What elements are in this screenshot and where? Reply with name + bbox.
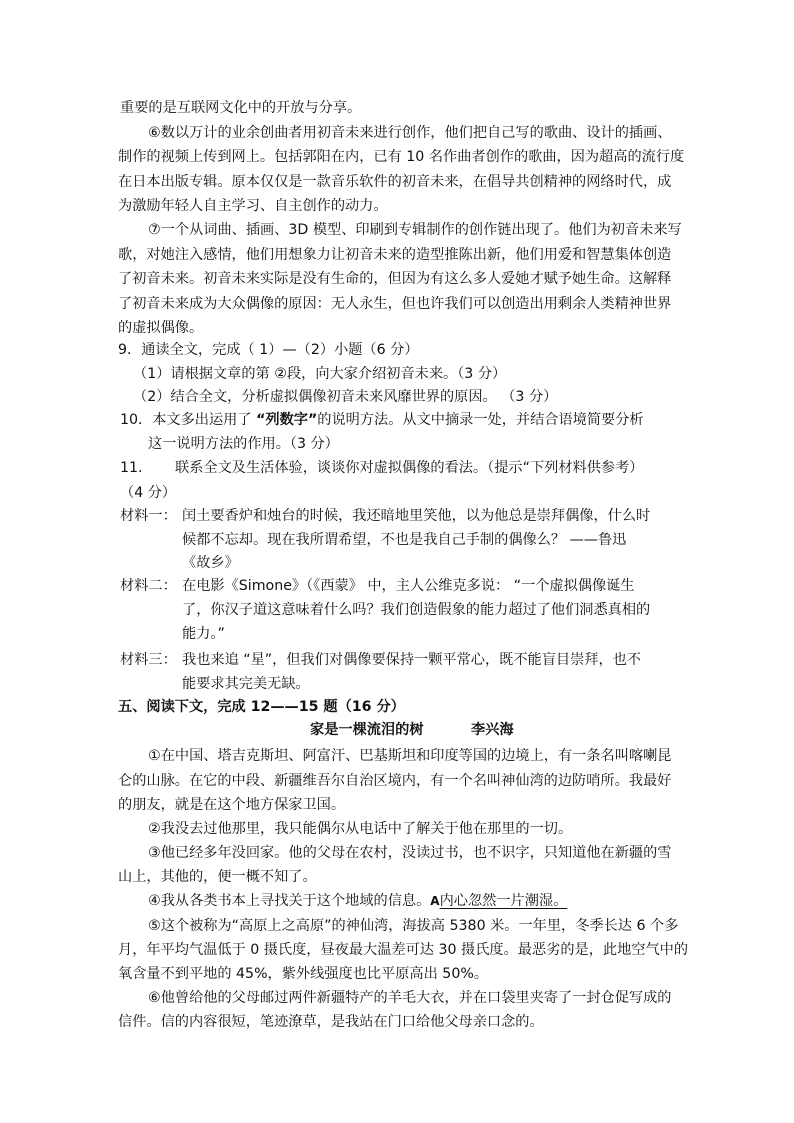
question-9-1: （1）请根据文章的第 ②段，向大家介绍初音未来。（3 分） xyxy=(133,366,507,382)
article-p5-line: ⑤这个被称为“高原上之高原”的神仙湾，海拔高 5380 米。一年里，冬季长达 6 个多 xyxy=(148,918,679,934)
material-line: 闰土要香炉和烛台的时候，我还暗地里笑他，以为他总是崇拜偶像，什么时 xyxy=(182,508,651,524)
annotation-mark: A xyxy=(430,894,440,908)
paragraph-6-line: 制作的视频上传到网上。包括郭阳在内，已有 10 名作曲者创作的歌曲，因为超高的流行度 xyxy=(118,149,685,165)
underlined-sentence: 内心忽然一片潮湿。 xyxy=(439,893,568,909)
question-9-2: （2）结合全文，分析虚拟偶像初音未来风靡世界的原因。 （3 分） xyxy=(133,389,558,405)
paragraph-7-line: ⑦一个从词曲、插画、3D 模型、印刷到专辑制作的创作链出现了。他们为初音未来写 xyxy=(148,222,682,238)
article-author: 李兴海 xyxy=(471,722,514,738)
article-p5-line: 氧含量不到平地的 45%，紫外线强度也比平原高出 50%。 xyxy=(118,966,489,982)
material-line: 在电影《Simone》（《西蒙》 中，主人公维克多说： “一个虚拟偶像诞生 xyxy=(182,578,635,594)
material-line: 我也来追 “星”，但我们对偶像要保持一颗平常心，既不能盲目崇拜，也不 xyxy=(182,652,642,668)
article-p1-line: ①在中国、塔吉克斯坦、阿富汗、巴基斯坦和印度等国的边境上，有一条名叫喀喇昆 xyxy=(148,748,672,764)
question-10-term: “列数字” xyxy=(256,412,318,428)
paragraph-7-line: 的虚拟偶像。 xyxy=(118,320,204,336)
article-p3-line: ③他已经多年没回家。他的父母在农村，没读过书，也不识字，只知道他在新疆的雪 xyxy=(148,845,672,861)
question-10-pre: 10．本文多出运用了 xyxy=(120,412,257,428)
article-p2: ②我没去过他那里，我只能偶尔从电话中了解关于他在那里的一切。 xyxy=(148,821,573,837)
article-p5-line: 月，年平均气温低于 0 摄氏度，昼夜最大温差可达 30 摄氏度。最恶劣的是，此地空气中的 xyxy=(118,942,689,958)
question-10-line2: 这一说明方法的作用。（3 分） xyxy=(148,436,339,452)
material-label: 材料二： xyxy=(120,578,177,594)
material-label: 材料三： xyxy=(120,652,177,668)
article-p1-line: 仑的山脉。在它的中段、新疆维吾尔自治区境内，有一个名叫神仙湾的边防哨所。我最好 xyxy=(118,773,672,789)
article-p6-line: ⑥他曾给他的父母邮过两件新疆特产的羊毛大衣，并在口袋里夹寄了一封仓促写成的 xyxy=(148,990,672,1006)
section-5-heading: 五、阅读下文，完成 12——15 题（16 分） xyxy=(118,699,405,715)
question-10-post: 的说明方法。从文中摘录一处，并结合语境简要分析 xyxy=(317,412,644,428)
question-11-text: 联系全文及生活体验，谈谈你对虚拟偶像的看法。（提示“下列材料供参考） xyxy=(175,460,644,476)
paragraph-7-line: 歌，对她注入感情，他们用想象力让初音未来的造型推陈出新，他们用爱和智慧集体创造 xyxy=(118,247,672,263)
material-label: 材料一： xyxy=(120,508,177,524)
paragraph-5-end: 重要的是互联网文化中的开放与分享。 xyxy=(120,100,362,116)
article-p6-line: 信件。信的内容很短，笔迹潦草，是我站在门口给他父母亲口念的。 xyxy=(118,1014,544,1030)
material-line: 能力。” xyxy=(182,626,225,642)
paragraph-6-line: 在日本出版专辑。原本仅仅是一款音乐软件的初音未来，在倡导共创精神的网络时代，成 xyxy=(118,174,672,190)
material-line: 《故乡》 xyxy=(182,555,239,571)
question-11-score: （4 分） xyxy=(120,485,177,501)
article-p4 xyxy=(148,891,567,911)
paragraph-6-line: 为激励年轻人自主学习、自主创作的动力。 xyxy=(118,198,388,214)
question-11-number: 11. xyxy=(120,460,143,476)
paragraph-7-line: 了初音未来成为大众偶像的原因：无人永生，但也许我们可以创造出用剩余人类精神世界 xyxy=(118,296,672,312)
material-line: 候都不忘却。现在我所谓希望，不也是我自己手制的偶像么？ ——鲁迅 xyxy=(182,532,627,548)
material-line: 了，你汉子道这意味着什么吗？我们创造假象的能力超过了他们洞悉真相的 xyxy=(182,602,651,618)
question-9: 9．通读全文，完成（ 1）—（2）小题（6 分） xyxy=(118,342,419,358)
paragraph-7-line: 了初音未来。初音未来实际是没有生命的，但因为有这么多人爱她才赋予她生命。这解释 xyxy=(118,271,672,287)
article-title: 家是一棵流泪的树 xyxy=(310,722,424,738)
article-p3-line: 山上，其他的，便一概不知了。 xyxy=(118,869,317,885)
paragraph-6-line: ⑥数以万计的业余创曲者用初音未来进行创作，他们把自己写的歌曲、设计的插画、 xyxy=(148,125,672,141)
article-p4-text: ④我从各类书本上寻找关于这个地域的信息。 xyxy=(148,893,431,909)
article-p1-line: 的朋友，就是在这个地方保家卫国。 xyxy=(118,797,346,813)
question-10 xyxy=(120,410,644,430)
material-line: 能要求其完美无缺。 xyxy=(182,676,310,692)
